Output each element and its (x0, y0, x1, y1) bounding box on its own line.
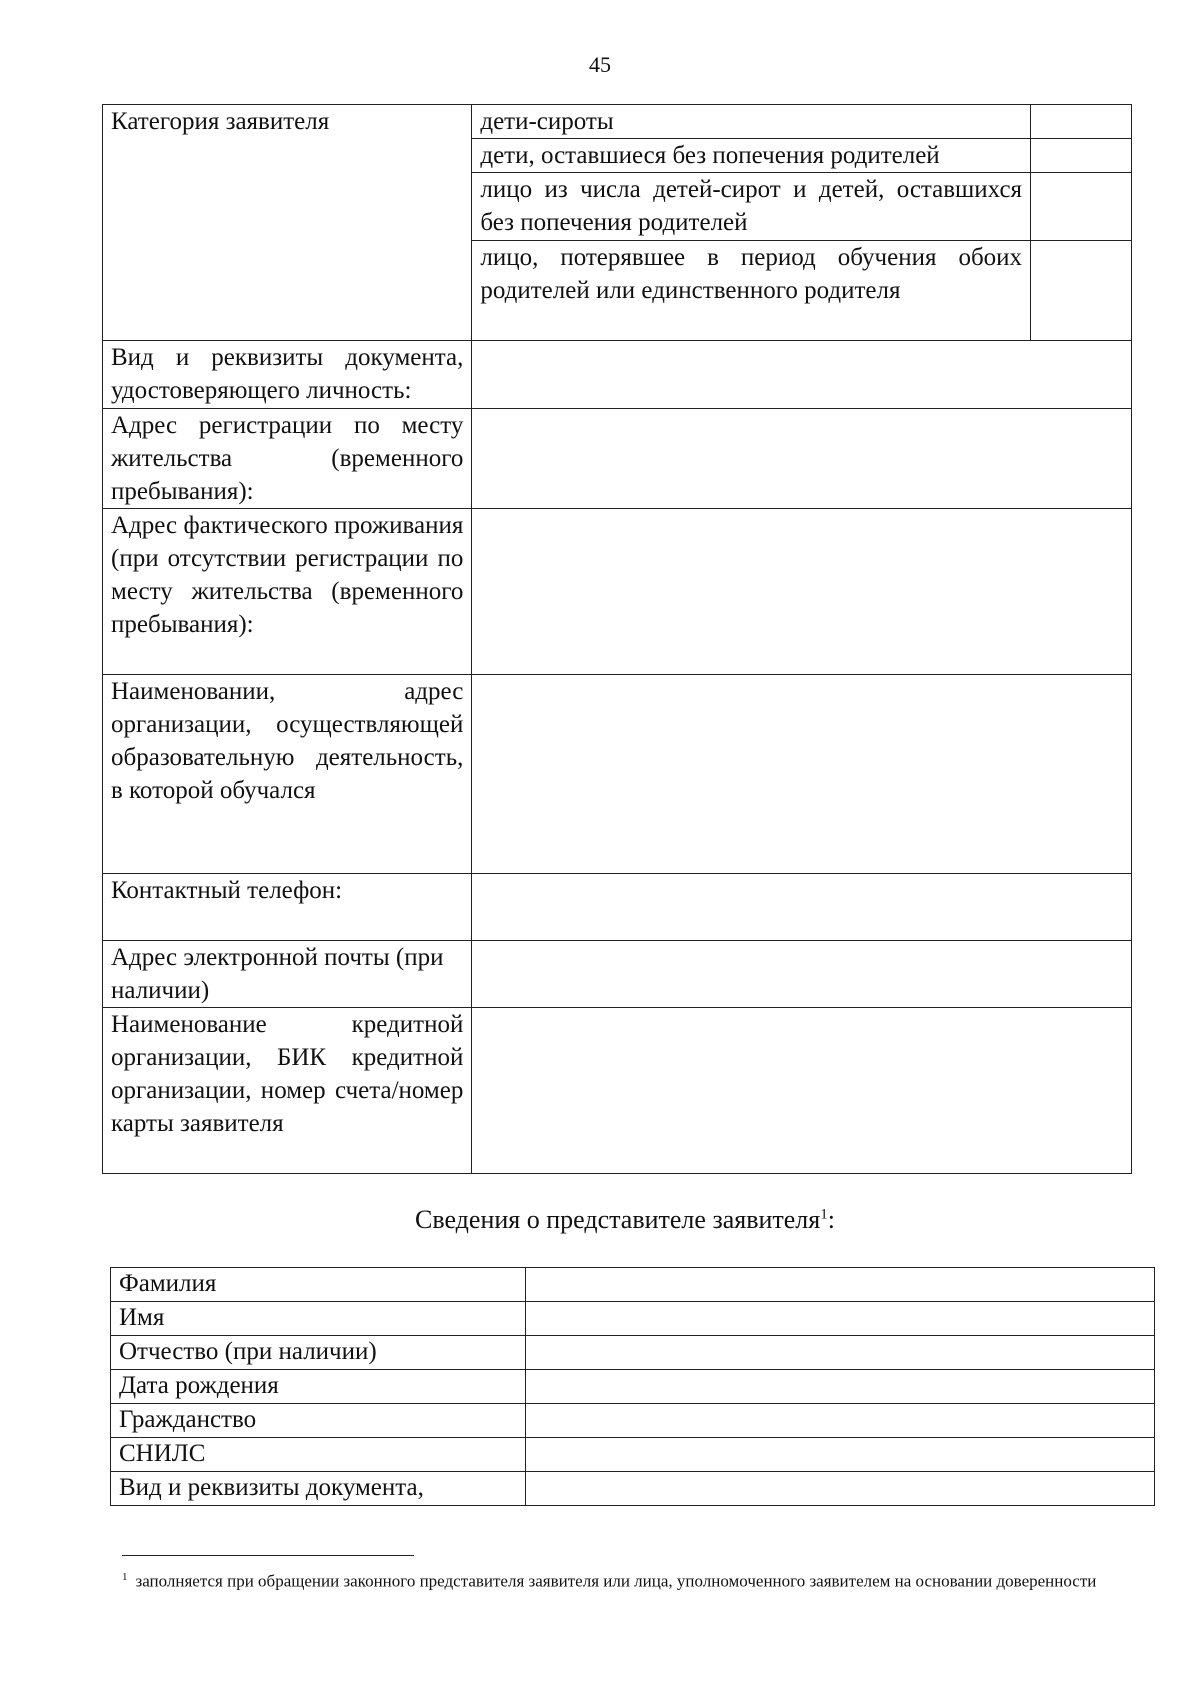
citizenship-value[interactable] (526, 1404, 1155, 1438)
rep-document-label: Вид и реквизиты документа, (111, 1472, 526, 1506)
phone-value[interactable] (472, 874, 1132, 941)
page-number: 45 (589, 52, 611, 77)
snils-value[interactable] (526, 1438, 1155, 1472)
registration-address-value[interactable] (472, 409, 1132, 509)
category-checkbox-cell[interactable] (1031, 105, 1132, 139)
bank-details-label: Наименование кредитной организации, БИК кредитной организации, номер счета/номер карты заявителя (103, 1008, 472, 1174)
surname-value[interactable] (526, 1268, 1155, 1302)
patronymic-label: Отчество (при наличии) (111, 1336, 526, 1370)
birth-date-label: Дата рождения (111, 1370, 526, 1404)
footnote-divider (122, 1555, 414, 1556)
bank-details-value[interactable] (472, 1008, 1132, 1174)
representative-title-suffix: : (827, 1205, 835, 1234)
first-name-value[interactable] (526, 1302, 1155, 1336)
category-checkbox-cell[interactable] (1031, 173, 1132, 241)
email-value[interactable] (472, 941, 1132, 1008)
birth-date-value[interactable] (526, 1370, 1155, 1404)
category-option: лицо, потерявшее в период обучения обоих родителей или единственного родителя (472, 241, 1031, 341)
category-checkbox-cell[interactable] (1031, 139, 1132, 173)
citizenship-label: Гражданство (111, 1404, 526, 1438)
footnote-text: заполняется при обращении законного представителя заявителя или лица, уполномоченного заявителем на основании доверенности (135, 1571, 1097, 1591)
footnote-mark: 1 (122, 1571, 128, 1583)
category-option: лицо из числа детей-сирот и детей, оставшихся без попечения родителей (472, 173, 1031, 241)
footnote (122, 1565, 1152, 1594)
category-label: Категория заявителя (103, 105, 472, 341)
patronymic-value[interactable] (526, 1336, 1155, 1370)
representative-section-title (0, 1205, 1200, 1235)
email-label: Адрес электронной почты (при наличии) (103, 941, 472, 1008)
identity-document-label: Вид и реквизиты документа, удостоверяющего личность: (103, 341, 472, 409)
representative-title-text: Сведения о представителе заявителя (415, 1205, 821, 1234)
education-organization-label: Наименовании, адрес организации, осуществляющей образовательную деятельность, в которой обучался (103, 675, 472, 874)
registration-address-label: Адрес регистрации по месту жительства (временного пребывания): (103, 409, 472, 509)
footnote-reference: 1 (820, 1206, 828, 1223)
representative-info-table (110, 1267, 1155, 1506)
category-checkbox-cell[interactable] (1031, 241, 1132, 341)
actual-address-value[interactable] (472, 509, 1132, 675)
category-option: дети-сироты (472, 105, 1031, 139)
phone-label: Контактный телефон: (103, 874, 472, 941)
rep-document-value[interactable] (526, 1472, 1155, 1506)
education-organization-value[interactable] (472, 675, 1132, 874)
first-name-label: Имя (111, 1302, 526, 1336)
identity-document-value[interactable] (472, 341, 1132, 409)
surname-label: Фамилия (111, 1268, 526, 1302)
snils-label: СНИЛС (111, 1438, 526, 1472)
actual-address-label: Адрес фактического проживания (при отсутствии регистрации по месту жительства (временного пребывания): (103, 509, 472, 675)
category-option: дети, оставшиеся без попечения родителей (472, 139, 1031, 173)
applicant-info-table (102, 104, 1132, 1174)
